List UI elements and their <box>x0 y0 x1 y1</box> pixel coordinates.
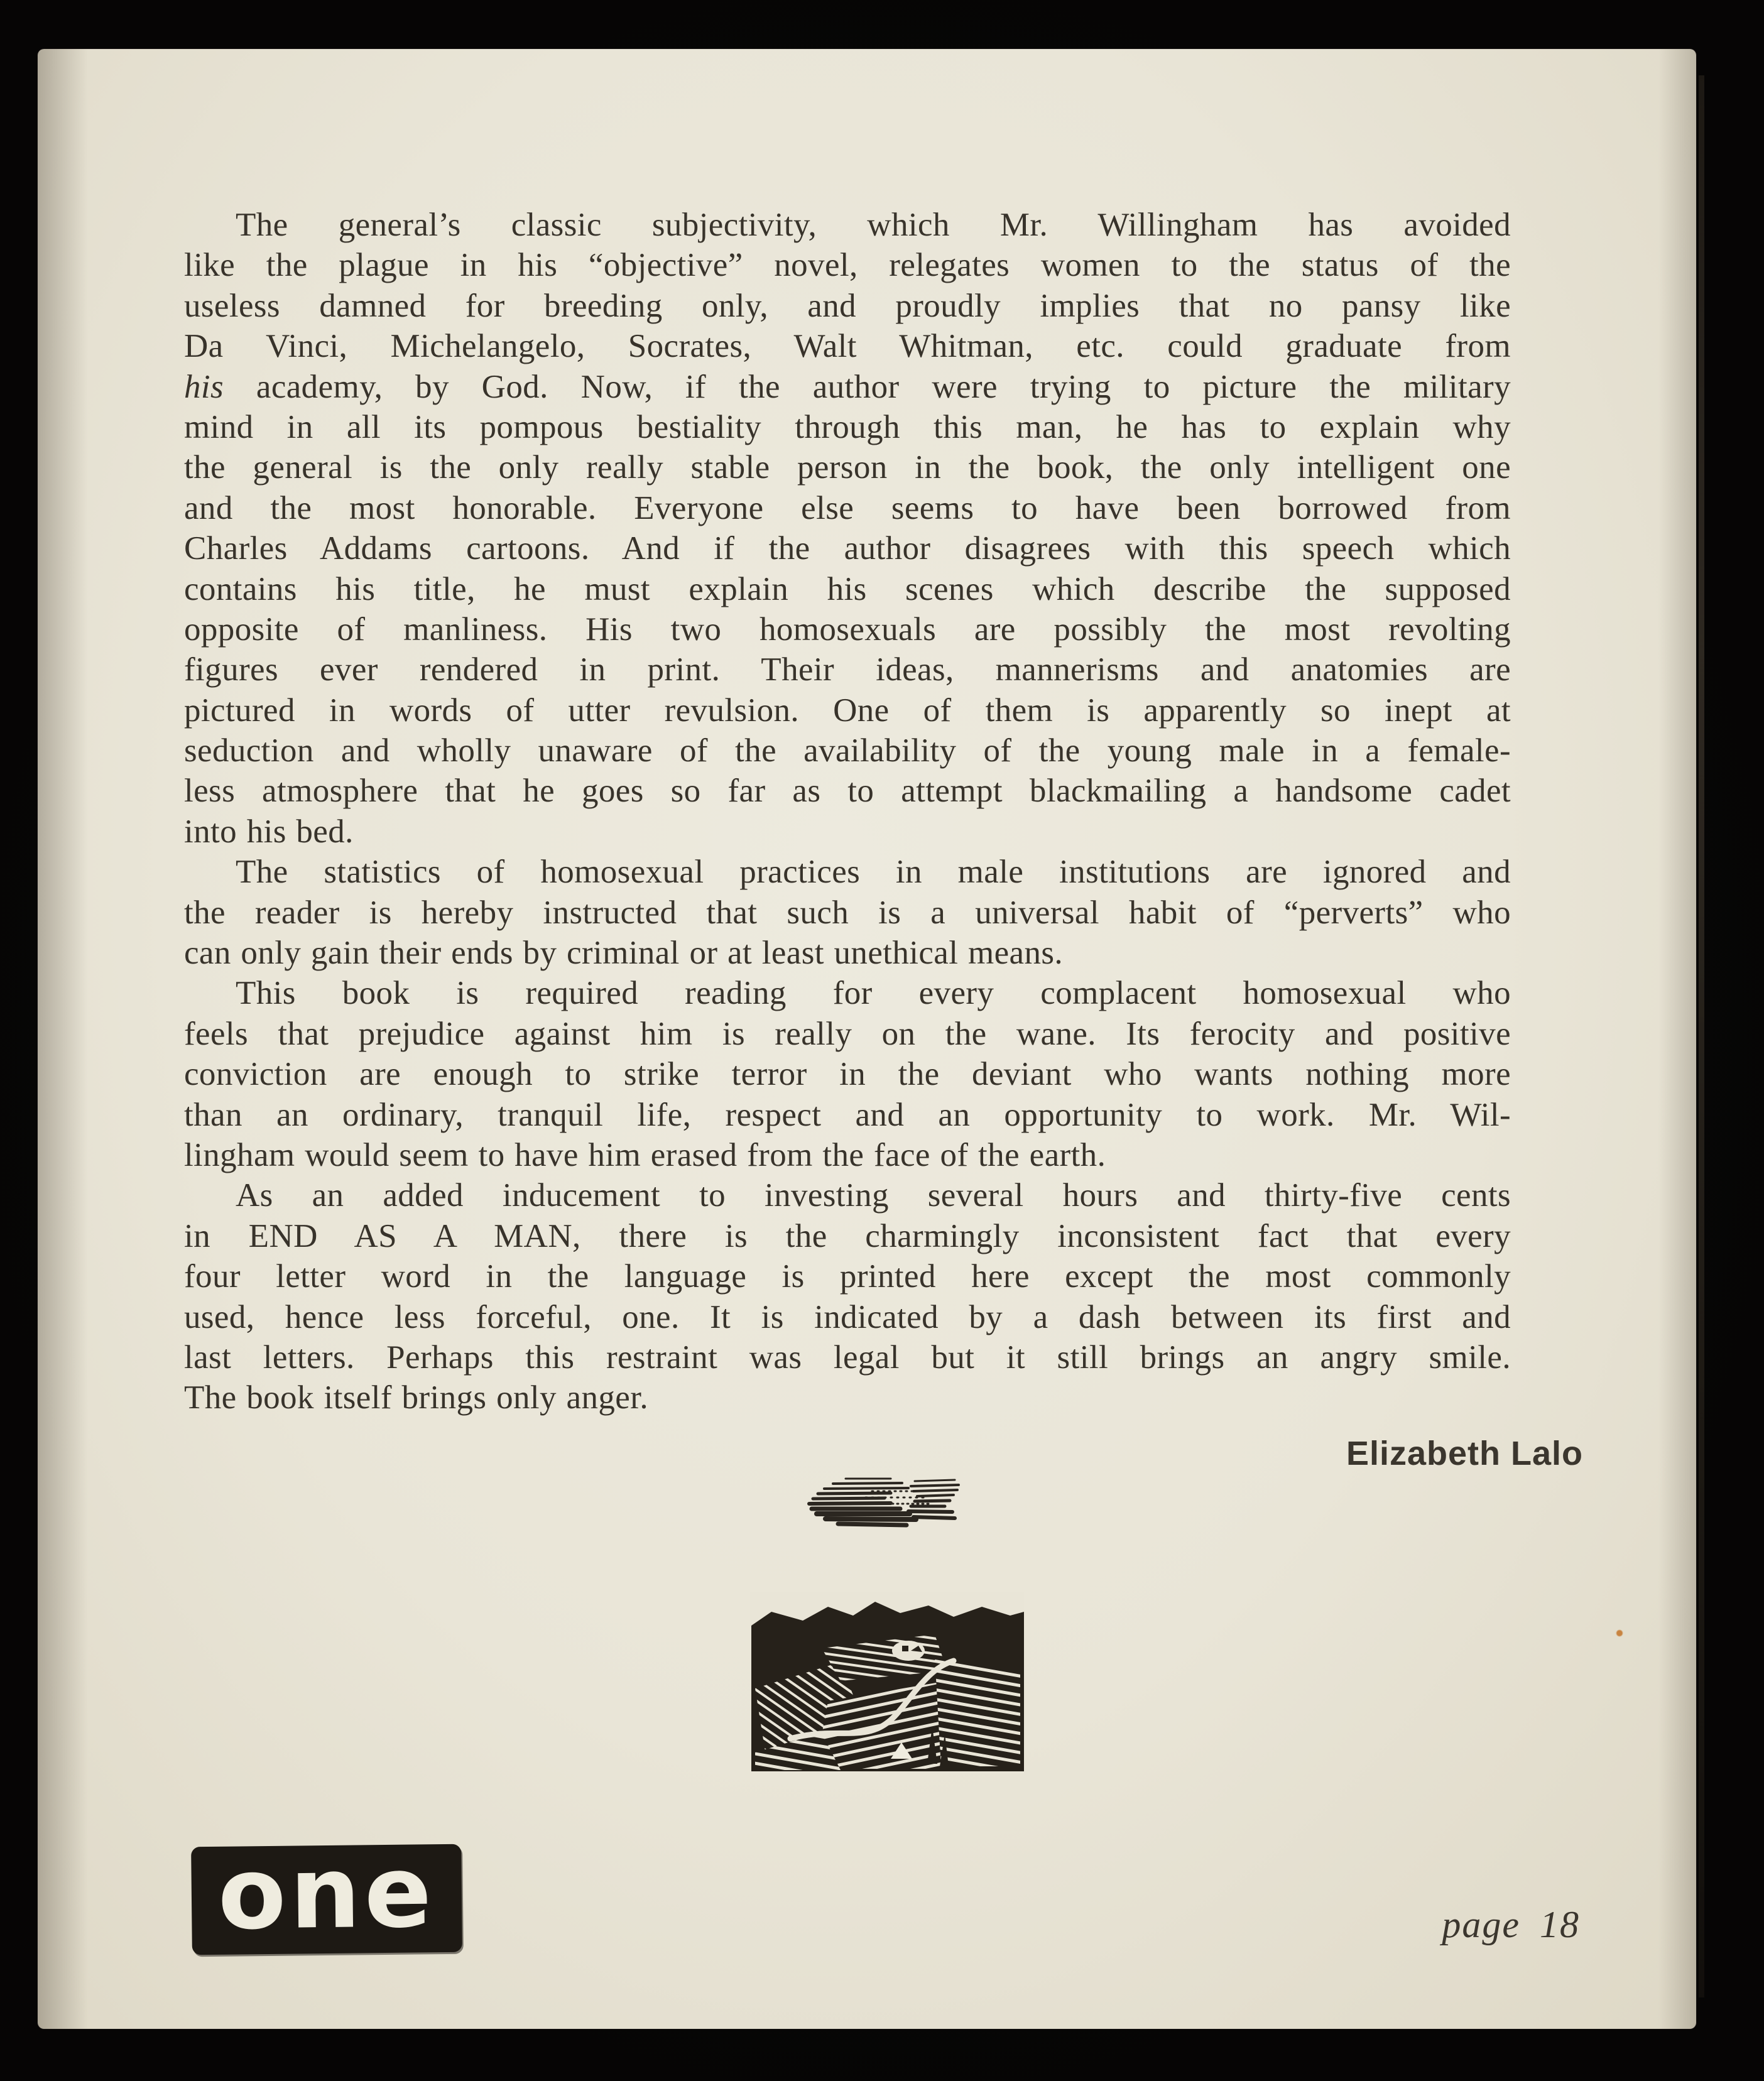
cloud-woodcut-illustration <box>797 1472 961 1532</box>
page-number: page 18 <box>1442 1904 1580 1945</box>
text-line: less atmosphere that he goes so far as to attempt blackmailing a handsome cadet <box>184 773 1511 810</box>
text-line: lingham would seem to have him erased from the face of the earth. <box>184 1136 1106 1173</box>
text-line: and the most honorable. Everyone else seems to have been borrowed from <box>184 489 1511 526</box>
text-line: opposite of manliness. His two homosexuals are possibly the most revolting <box>184 611 1511 648</box>
paragraph-1 <box>184 205 1511 852</box>
paragraph-2 <box>184 852 1511 973</box>
text-line: four letter word in the language is printed here except the most commonly <box>184 1258 1511 1295</box>
text-line: used, hence less forceful, one. It is indicated by a dash between its first and <box>184 1298 1511 1335</box>
text-line: contains his title, he must explain his scenes which describe the supposed <box>184 570 1511 607</box>
author-byline: Elizabeth Lalo <box>1346 1435 1583 1472</box>
text-line: his academy, by God. Now, if the author were trying to picture the military <box>184 368 1511 405</box>
text-line: The general’s classic subjectivity, which Mr. Willingham has avoided <box>236 207 1511 243</box>
text-line: conviction are enough to strike terror in the deviant who wants nothing more <box>184 1056 1511 1093</box>
text-line: Da Vinci, Michelangelo, Socrates, Walt Whitman, etc. could graduate from <box>184 328 1511 365</box>
text-line: figures ever rendered in print. Their ideas, mannerisms and anatomies are <box>184 651 1511 688</box>
text-line: the reader is hereby instructed that such is a universal habit of “perverts” who <box>184 894 1511 931</box>
one-magazine-logo <box>191 1834 462 1955</box>
text-line: The book itself brings only anger. <box>184 1379 648 1416</box>
text-line: mind in all its pompous bestiality through this man, he has to explain why <box>184 408 1511 445</box>
text-line: into his bed. <box>184 813 354 850</box>
text-line: Charles Addams cartoons. And if the author disagrees with this speech which <box>184 530 1511 567</box>
text-line: than an ordinary, tranquil life, respect and an opportunity to work. Mr. Wil- <box>184 1096 1511 1133</box>
text-line: As an added inducement to investing several hours and thirty-five cents <box>236 1177 1511 1214</box>
logo-text: one <box>217 1834 436 1952</box>
paragraph-3 <box>184 973 1511 1175</box>
text-line: This book is required reading for every complacent homosexual who <box>236 975 1511 1012</box>
text-line: last letters. Perhaps this restraint was legal but it still brings an angry smile. <box>184 1339 1511 1376</box>
text-line: The statistics of homosexual practices in male institutions are ignored and <box>236 854 1511 891</box>
text-line: seduction and wholly unaware of the availability of the young male in a female- <box>184 732 1511 769</box>
text-line: useless damned for breeding only, and proudly implies that no pansy like <box>184 287 1511 324</box>
text-line: pictured in words of utter revulsion. One of them is apparently so inept at <box>184 692 1511 729</box>
text-line: the general is the only really stable person in the book, the only intelligent one <box>184 449 1511 486</box>
text-line: can only gain their ends by criminal or at least unethical means. <box>184 935 1064 972</box>
paragraph-4 <box>184 1175 1511 1418</box>
text-line: like the plague in his “objective” novel, relegates women to the status of the <box>184 247 1511 284</box>
body-text <box>184 205 1511 1418</box>
text-line: feels that prejudice against him is really on the wane. Its ferocity and positive <box>184 1015 1511 1052</box>
magazine-page <box>38 49 1696 2029</box>
landscape-woodcut-illustration <box>746 1588 1028 1778</box>
text-line: in END AS A MAN, there is the charmingly inconsistent fact that every <box>184 1217 1511 1254</box>
book-page-edge <box>1699 75 1704 1997</box>
